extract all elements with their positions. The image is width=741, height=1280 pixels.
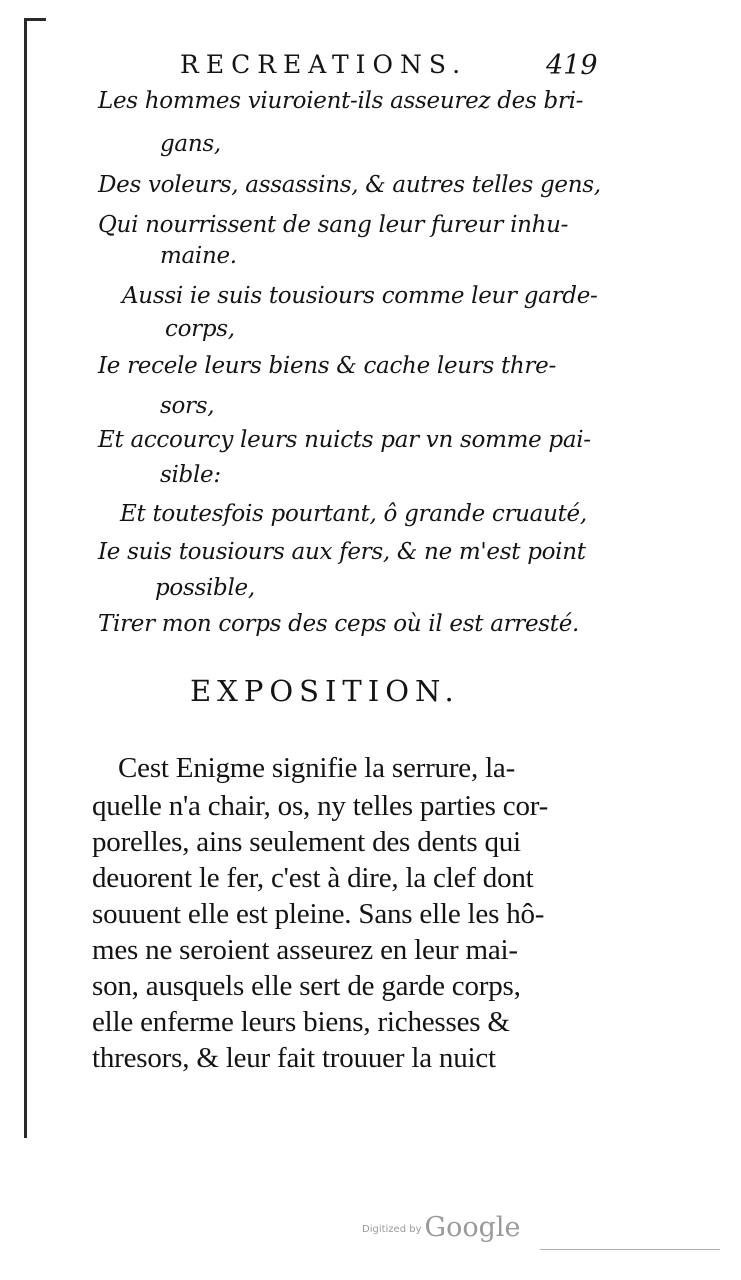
exposition-line: thresors, & leur fait trouuer la nuict [92,1042,496,1074]
exposition-line: souuent elle est pleine. Sans elle les hô- [92,898,545,930]
exposition-line: son, ausquels elle sert de garde corps, [92,970,521,1002]
exposition-line: porelles, ains seulement des dents qui [92,826,521,858]
page-number: 419 [546,50,598,81]
digitization-watermark [362,1212,520,1243]
poem-line: sible: [160,462,221,488]
poem-line: Et accourcy leurs nuicts par vn somme pai- [98,427,591,453]
digitized-by-label: Digitized by [362,1224,422,1235]
exposition-heading: EXPOSITION. [190,674,460,708]
poem-line: maine. [160,243,237,269]
exposition-line: deuorent le fer, c'est à dire, la clef dont [92,862,534,894]
poem-line: corps, [165,316,235,342]
exposition-line: elle enferme leurs biens, richesses & [92,1006,510,1038]
bottom-rule [540,1249,720,1250]
exposition-line: mes ne seroient asseurez en leur mai- [92,934,518,966]
poem-line: gans, [160,131,221,157]
google-wordmark: Google [424,1212,521,1243]
exposition-line: quelle n'a chair, os, ny telles parties cor- [92,790,549,822]
poem-line: Aussi ie suis tousiours comme leur garde- [122,283,598,309]
poem-line: Les hommes viuroient-ils asseurez des bri- [98,88,584,114]
poem-line: possible, [155,575,255,601]
poem-line: Ie recele leurs biens & cache leurs thre- [98,353,556,379]
poem-line: Ie suis tousiours aux fers, & ne m'est point [98,539,586,565]
poem-line: Qui nourrissent de sang leur fureur inhu- [98,212,569,238]
exposition-line: Cest Enigme signifie la serrure, la- [118,752,516,784]
page-margin-corner [24,18,46,21]
page-margin-rule [24,18,27,1138]
poem-line: Tirer mon corps des ceps où il est arresté. [98,611,580,637]
poem-line: Des voleurs, assassins, & autres telles gens, [98,172,601,198]
poem-line: Et toutesfois pourtant, ô grande cruauté, [120,501,587,527]
poem-line: sors, [160,393,215,419]
running-title: RECREATIONS. [180,50,468,79]
